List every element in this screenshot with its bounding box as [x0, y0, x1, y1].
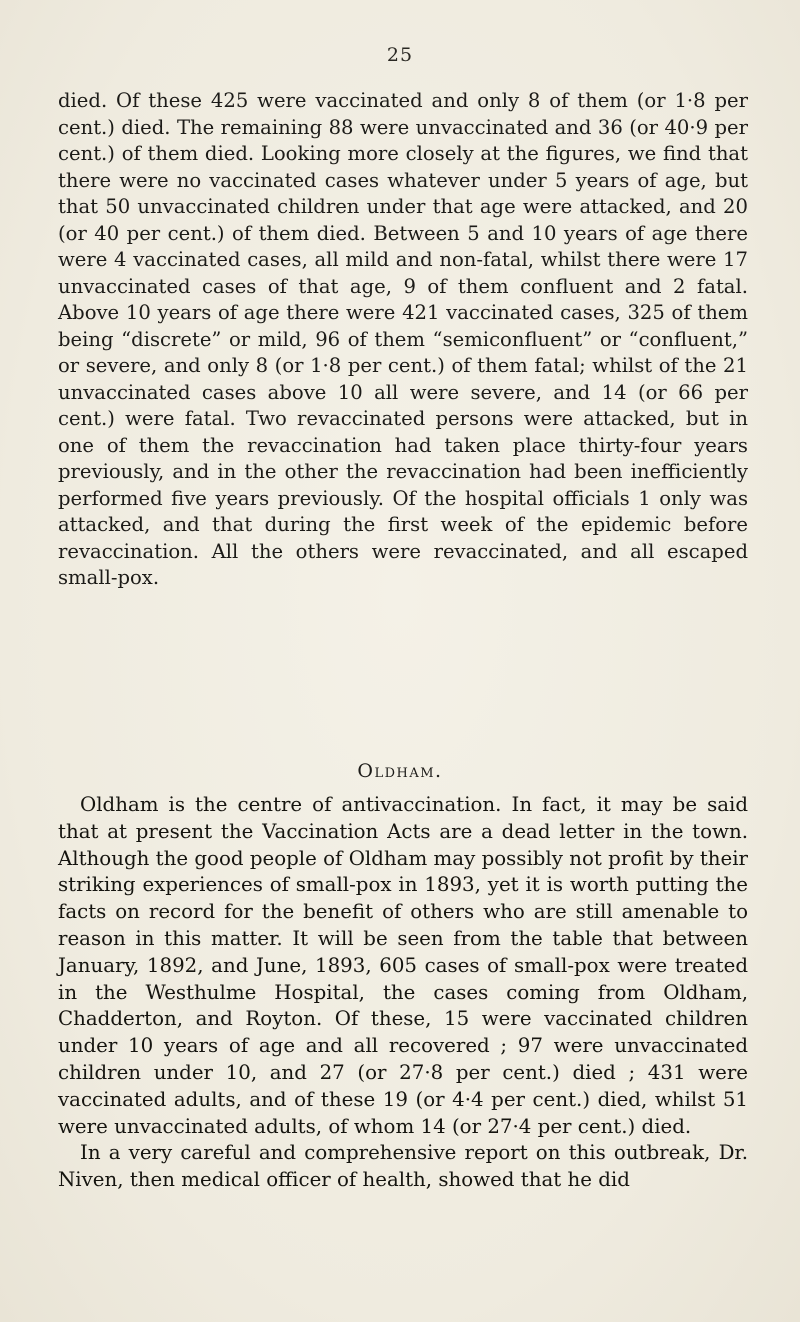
continuation-text-block — [58, 88, 748, 592]
page-number: 25 — [386, 44, 414, 66]
continuation-paragraph: died. Of these 425 were vaccinated and only 8 of them (or 1·8 per cent.) died. The remaining 88 were unvaccinated and 36 (or 40·9 per cent.) of them died. Looking more closely at the figures, we find that there were no vaccinated cases whatever under 5 years of age, but that 50 unvaccinated children under that age were attacked, and 20 (or 40 per cent.) of them died. Between 5 and 10 years of age there were 4 vaccinated cases, all mild and non-fatal, whilst there were 17 unvaccinated cases of that age, 9 of them confluent and 2 fatal. Above 10 years of age there were 421 vaccinated cases, 325 of them being “discrete” or mild, 96 of them “semiconfluent” or “confluent,” or severe, and only 8 (or 1·8 per cent.) of them fatal; whilst of the 21 unvaccinated cases above 10 all were severe, and 14 (or 66 per cent.) were fatal. Two revaccinated persons were attacked, but in one of them the revaccination had taken place thirty-four years previously, and in the other the revaccination had been inefficiently performed five years previously. Of the hospital officials 1 only was attacked, and that during the first week of the epidemic before revaccination. All the others were revaccinated, and all escaped small-pox. — [58, 89, 748, 589]
oldham-paragraph-2: In a very careful and comprehensive report on this outbreak, Dr. Niven, then medical officer of health, showed that he did — [58, 1141, 748, 1192]
oldham-text-block — [58, 792, 748, 1194]
oldham-paragraph-1: Oldham is the centre of antivaccination. In fact, it may be said that at present the Vaccination Acts are a dead letter in the town. Although the good people of Oldham may possibly not profit by their striking experiences of small-pox in 1893, yet it is worth putting the facts on record for the benefit of others who are still amenable to reason in this matter. It will be seen from the table that between January, 1892, and June, 1893, 605 cases of small-pox were treated in the Westhulme Hospital, the cases coming from Oldham, Chadderton, and Royton. Of these, 15 were vaccinated children under 10 years of age and all recovered ; 97 were unvaccinated children under 10, and 27 (or 27·8 per cent.) died ; 431 were vaccinated adults, and of these 19 (or 4·4 per cent.) died, whilst 51 were unvaccinated adults, of whom 14 (or 27·4 per cent.) died. — [58, 793, 748, 1138]
section-heading-oldham: Oldham. — [357, 760, 443, 782]
